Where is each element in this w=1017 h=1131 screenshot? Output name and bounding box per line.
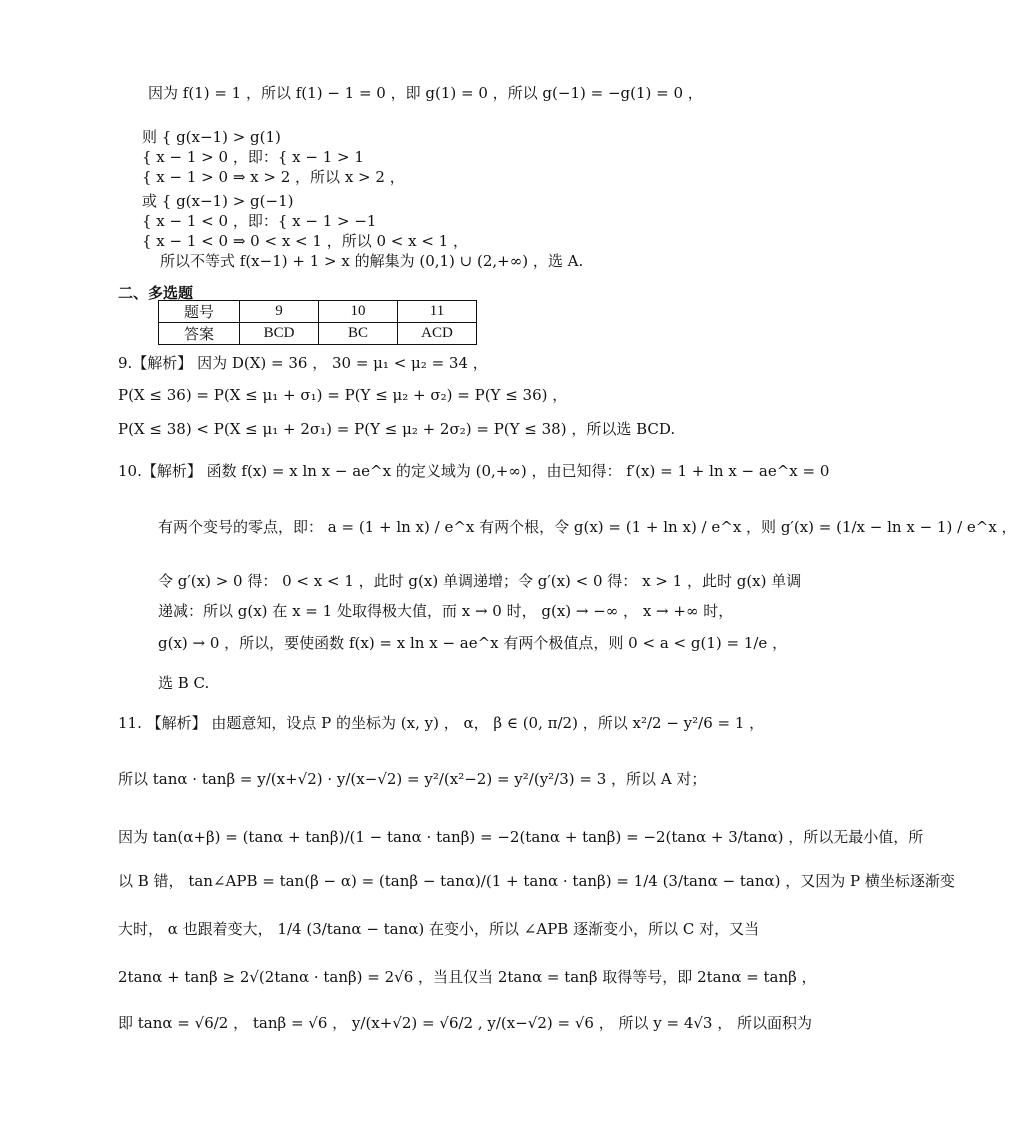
text-line-18: 以 B 错， tan∠APB = tan(β − α) = (tanβ − tanα)/(1 + tanα · tanβ) = 1/4 (3/tanα − tanα) ，又因为 P 横坐标逐渐变 [118, 872, 955, 890]
table-cell: 答案 [159, 323, 240, 345]
text-line-9: 10.【解析】 函数 f(x) = x ln x − ae^x 的定义域为 (0,+∞) ，由已知得： f′(x) = 1 + ln x − ae^x = 0 [118, 462, 830, 480]
text-line-14: 选 B C. [158, 674, 210, 692]
system-line-2c: { x − 1 > 0 ⇒ x > 2 ，所以 x > 2 ， [142, 168, 405, 186]
text-line-7: P(X ≤ 36) = P(X ≤ μ₁ + σ₁) = P(Y ≤ μ₂ + σ₂) = P(Y ≤ 36) ， [118, 386, 568, 404]
text-line-15: 11. 【解析】 由题意知，设点 P 的坐标为 (x, y) ， α， β ∈ (0, π/2) ，所以 x²/2 − y²/6 = 1 ， [118, 714, 765, 732]
system-line-3b: { x − 1 < 0 ，即：{ x − 1 > −1 [142, 212, 377, 230]
section-heading: 二、多选题 [118, 284, 194, 302]
table-header-row [159, 301, 477, 323]
answer-table [158, 300, 477, 345]
text-line-17: 因为 tan(α+β) = (tanα + tanβ)/(1 − tanα · tanβ) = −2(tanα + tanβ) = −2(tanα + 3/tanα) ，所以无最小值，所 [118, 828, 924, 846]
system-line-3c: { x − 1 < 0 ⇒ 0 < x < 1 ，所以 0 < x < 1 ， [142, 232, 468, 250]
text-line-19: 大时， α 也跟着变大， 1/4 (3/tanα − tanα) 在变小，所以 ∠APB 逐渐变小，所以 C 对，又当 [118, 920, 760, 938]
text-line-12: 递减：所以 g(x) 在 x = 1 处取得极大值，而 x → 0 时， g(x) → −∞ ， x → +∞ 时， [158, 602, 734, 620]
table-row [159, 323, 477, 345]
text-line-1: 因为 f(1) = 1 ，所以 f(1) − 1 = 0 ，即 g(1) = 0 ，所以 g(−1) = −g(1) = 0 ， [148, 84, 703, 102]
text-line-13: g(x) → 0 ，所以，要使函数 f(x) = x ln x − ae^x 有两个极值点，则 0 < a < g(1) = 1/e ， [158, 634, 788, 652]
system-line-2a: 则 { g(x−1) > g(1) [142, 128, 281, 146]
table-cell: 9 [240, 301, 319, 323]
text-line-21: 即 tanα = √6/2 ， tanβ = √6 ， y/(x+√2) = √6/2 , y/(x−√2) = √6 ， 所以 y = 4√3 ， 所以面积为 [118, 1014, 813, 1032]
table-cell: ACD [398, 323, 477, 345]
text-line-10: 有两个变号的零点，即： a = (1 + ln x) / e^x 有两个根，令 g(x) = (1 + ln x) / e^x ，则 g′(x) = (1/x − ln x − 1) / e^x ， [158, 518, 1017, 536]
table-cell: 题号 [159, 301, 240, 323]
table-cell: BCD [240, 323, 319, 345]
system-line-2b: { x − 1 > 0 ，即：{ x − 1 > 1 [142, 148, 364, 166]
text-line-20: 2tanα + tanβ ≥ 2√(2tanα · tanβ) = 2√6 ，当且仅当 2tanα = tanβ 取得等号，即 2tanα = tanβ ， [118, 968, 817, 986]
text-line-11: 令 g′(x) > 0 得： 0 < x < 1 ，此时 g(x) 单调递增；令 g′(x) < 0 得： x > 1 ，此时 g(x) 单调 [158, 572, 802, 590]
text-line-8: P(X ≤ 38) < P(X ≤ μ₁ + 2σ₁) = P(Y ≤ μ₂ + 2σ₂) = P(Y ≤ 38) ，所以选 BCD. [118, 420, 676, 438]
system-line-3a: 或 { g(x−1) > g(−1) [142, 192, 294, 210]
table-cell: 10 [319, 301, 398, 323]
table-cell: 11 [398, 301, 477, 323]
text-line-6: 9.【解析】 因为 D(X) = 36 ， 30 = μ₁ < μ₂ = 34 ， [118, 354, 488, 372]
text-line-4: 所以不等式 f(x−1) + 1 > x 的解集为 (0,1) ∪ (2,+∞) ，选 A. [160, 252, 584, 270]
text-line-16: 所以 tanα · tanβ = y/(x+√2) · y/(x−√2) = y²/(x²−2) = y²/(y²/3) = 3 ，所以 A 对； [118, 770, 707, 788]
table-cell: BC [319, 323, 398, 345]
